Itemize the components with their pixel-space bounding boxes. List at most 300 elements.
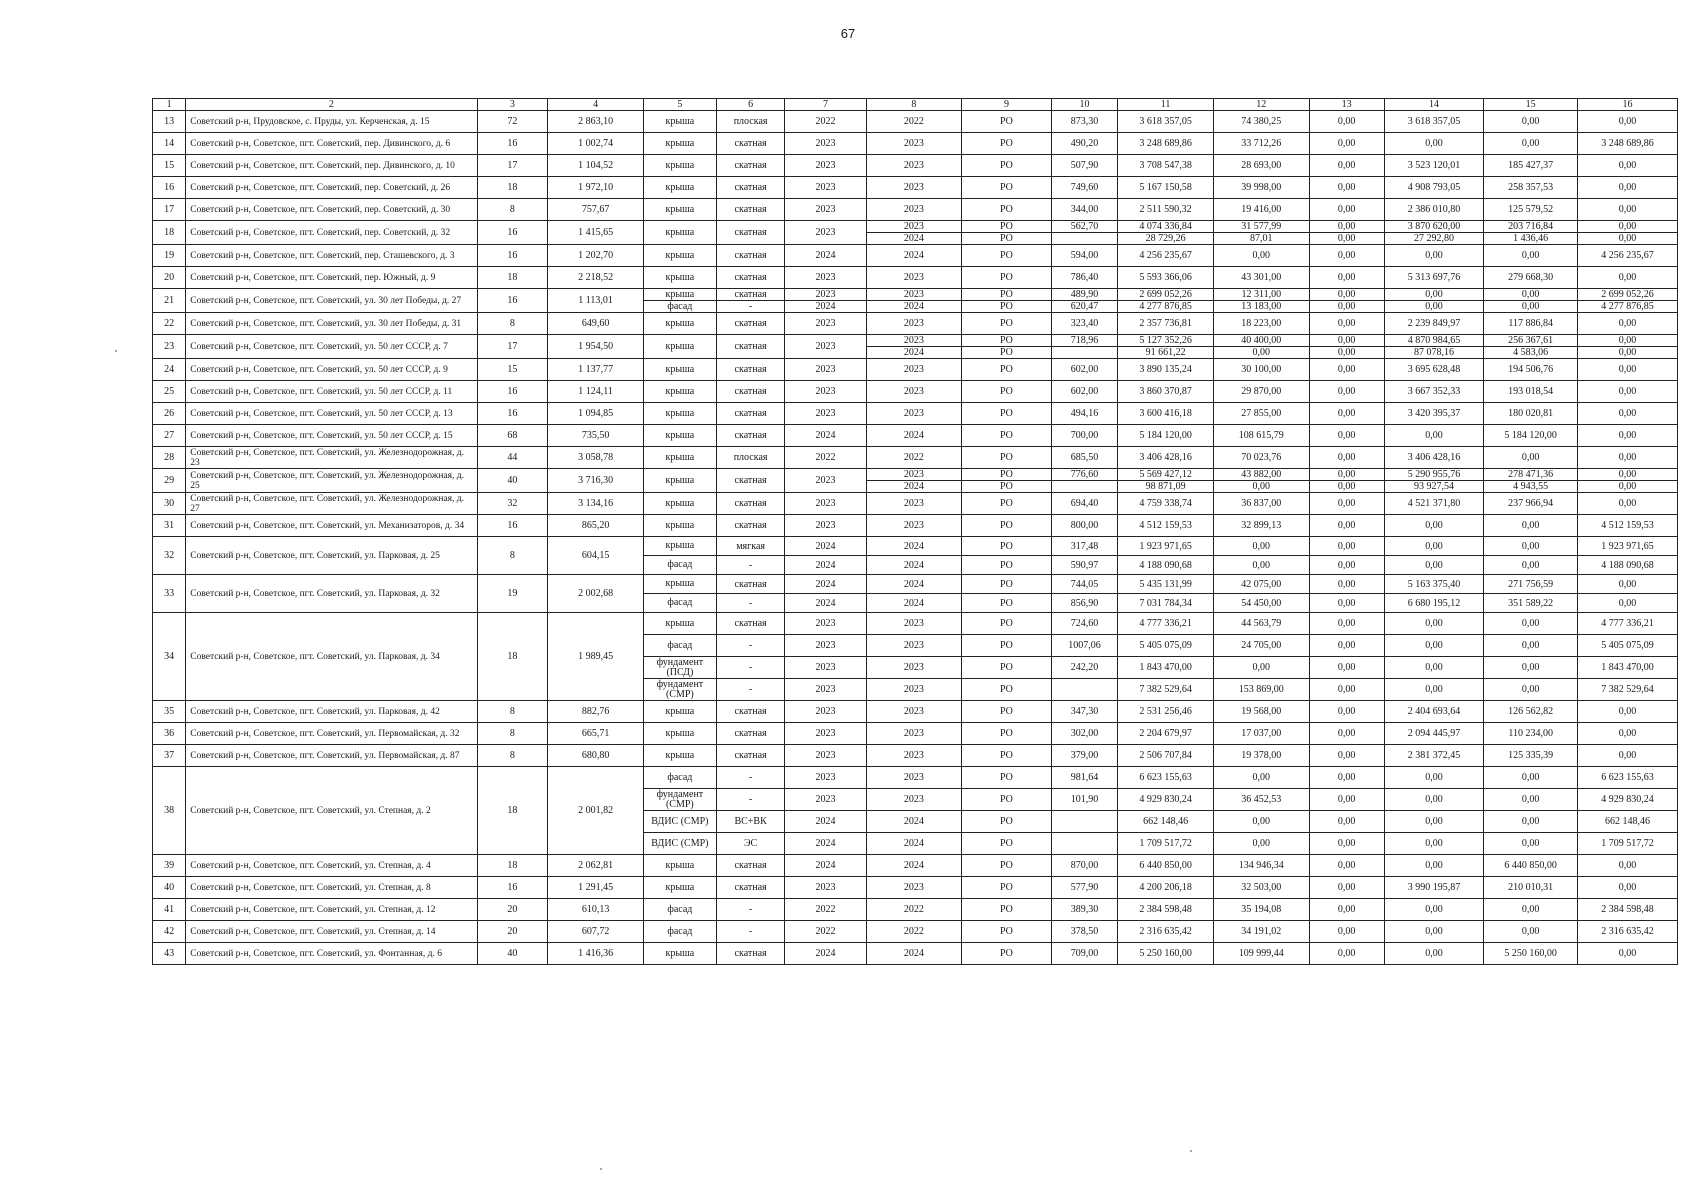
value-cell: РО (962, 347, 1051, 359)
value-cell: 27 855,00 (1213, 403, 1309, 425)
work-cell: 2023 (785, 221, 866, 245)
value-cell: 0,00 (1213, 811, 1309, 833)
work-cell: плоская (716, 447, 785, 469)
column-header: 12 (1213, 99, 1309, 111)
value-cell: 0,00 (1484, 811, 1578, 833)
row-number: 30 (153, 493, 186, 515)
value-cell: 0,00 (1484, 111, 1578, 133)
work-cell: фасад (643, 767, 716, 789)
value-cell: 4 908 793,05 (1384, 177, 1484, 199)
value-cell: РО (962, 447, 1051, 469)
work-cell: скатная (716, 943, 785, 965)
col3-cell: 8 (477, 537, 548, 575)
value-cell: 91 661,22 (1118, 347, 1214, 359)
value-cell: 2023 (785, 657, 866, 679)
work-cell: фундамент (СМР) (643, 789, 716, 811)
value-cell: 2024 (785, 594, 866, 613)
row-number: 27 (153, 425, 186, 447)
value-cell: 2023 (785, 177, 866, 199)
value-cell: 3 890 135,24 (1118, 359, 1214, 381)
value-cell: 2023 (785, 313, 866, 335)
value-cell: 0,00 (1309, 745, 1384, 767)
value-cell: 2 531 256,46 (1118, 701, 1214, 723)
value-cell: 2024 (785, 811, 866, 833)
value-cell: 317,48 (1051, 537, 1118, 556)
value-cell: 2024 (785, 556, 866, 575)
address-cell: Советский р-н, Советское, пгт. Советский, ул. Степная, д. 12 (186, 899, 477, 921)
value-cell: 3 523 120,01 (1384, 155, 1484, 177)
address-cell: Советский р-н, Советское, пгт. Советский, ул. Степная, д. 14 (186, 921, 477, 943)
address-cell: Советский р-н, Советское, пгт. Советский, ул. Степная, д. 8 (186, 877, 477, 899)
value-cell: 0,00 (1384, 767, 1484, 789)
value-cell: 0,00 (1309, 594, 1384, 613)
value-cell: 35 194,08 (1213, 899, 1309, 921)
value-cell: 1 843 470,00 (1118, 657, 1214, 679)
col3-cell: 20 (477, 899, 548, 921)
table-row (153, 493, 1678, 515)
column-header: 15 (1484, 99, 1578, 111)
area-cell: 865,20 (548, 515, 644, 537)
value-cell: РО (962, 133, 1051, 155)
value-cell: 271 756,59 (1484, 575, 1578, 594)
value-cell: 125 579,52 (1484, 199, 1578, 221)
value-cell: 2024 (866, 594, 962, 613)
value-cell: РО (962, 575, 1051, 594)
value-cell: 2024 (866, 301, 962, 313)
work-cell: фасад (643, 594, 716, 613)
table-row (153, 359, 1678, 381)
work-cell: скатная (716, 701, 785, 723)
value-cell: 0,00 (1309, 537, 1384, 556)
value-cell: 0,00 (1384, 289, 1484, 301)
address-cell: Советский р-н, Советское, пгт. Советский, пер. Дивинского, д. 6 (186, 133, 477, 155)
value-cell: 0,00 (1309, 155, 1384, 177)
work-cell: - (716, 594, 785, 613)
value-cell: 5 593 366,06 (1118, 267, 1214, 289)
work-cell: скатная (716, 133, 785, 155)
area-cell: 2 001,82 (548, 767, 644, 855)
value-cell: 2 506 707,84 (1118, 745, 1214, 767)
column-header: 1 (153, 99, 186, 111)
value-cell: 0,00 (1309, 301, 1384, 313)
work-cell: крыша (643, 447, 716, 469)
work-cell: крыша (643, 943, 716, 965)
column-header: 11 (1118, 99, 1214, 111)
value-cell: РО (962, 745, 1051, 767)
column-header: 3 (477, 99, 548, 111)
col3-cell: 17 (477, 155, 548, 177)
value-cell: 389,30 (1051, 899, 1118, 921)
value-cell: 153 869,00 (1213, 679, 1309, 701)
value-cell: 27 292,80 (1384, 233, 1484, 245)
work-cell: крыша (643, 245, 716, 267)
value-cell: 800,00 (1051, 515, 1118, 537)
value-cell: 117 886,84 (1484, 313, 1578, 335)
row-number: 21 (153, 289, 186, 313)
value-cell: 2023 (866, 267, 962, 289)
area-cell: 1 104,52 (548, 155, 644, 177)
value-cell: 4 512 159,53 (1118, 515, 1214, 537)
value-cell: 2023 (785, 789, 866, 811)
col3-cell: 44 (477, 447, 548, 469)
work-cell: крыша (643, 177, 716, 199)
value-cell: 2 699 052,26 (1577, 289, 1677, 301)
table-row (153, 613, 1678, 635)
value-cell: 5 405 075,09 (1118, 635, 1214, 657)
value-cell: 40 400,00 (1213, 335, 1309, 347)
value-cell: 2023 (866, 313, 962, 335)
value-cell: 1 436,46 (1484, 233, 1578, 245)
work-cell: 2023 (785, 335, 866, 359)
table-row (153, 403, 1678, 425)
column-header: 13 (1309, 99, 1384, 111)
value-cell: 4 929 830,24 (1118, 789, 1214, 811)
value-cell: 0,00 (1309, 701, 1384, 723)
value-cell: 662 148,46 (1577, 811, 1677, 833)
value-cell: 108 615,79 (1213, 425, 1309, 447)
value-cell: РО (962, 515, 1051, 537)
value-cell: 724,60 (1051, 613, 1118, 635)
value-cell: 2023 (866, 515, 962, 537)
col3-cell: 20 (477, 921, 548, 943)
row-number: 14 (153, 133, 186, 155)
value-cell: 0,00 (1484, 133, 1578, 155)
work-cell: - (716, 767, 785, 789)
value-cell: 856,90 (1051, 594, 1118, 613)
value-cell: 981,64 (1051, 767, 1118, 789)
value-cell: 17 037,00 (1213, 723, 1309, 745)
value-cell: 3 600 416,18 (1118, 403, 1214, 425)
value-cell: 6 623 155,63 (1577, 767, 1677, 789)
value-cell: 0,00 (1484, 635, 1578, 657)
value-cell: 0,00 (1384, 537, 1484, 556)
value-cell (1051, 833, 1118, 855)
row-number: 40 (153, 877, 186, 899)
work-cell: скатная (716, 199, 785, 221)
value-cell: 4 074 336,84 (1118, 221, 1214, 233)
address-cell: Советский р-н, Советское, пгт. Советский, ул. Механизаторов, д. 34 (186, 515, 477, 537)
value-cell: 101,90 (1051, 789, 1118, 811)
value-cell: 744,05 (1051, 575, 1118, 594)
value-cell: 0,00 (1384, 133, 1484, 155)
value-cell: 39 998,00 (1213, 177, 1309, 199)
row-number: 36 (153, 723, 186, 745)
value-cell: 594,00 (1051, 245, 1118, 267)
value-cell: 2 511 590,32 (1118, 199, 1214, 221)
column-header: 8 (866, 99, 962, 111)
value-cell: 2023 (785, 635, 866, 657)
column-header: 9 (962, 99, 1051, 111)
value-cell: 87 078,16 (1384, 347, 1484, 359)
work-cell: крыша (643, 335, 716, 359)
value-cell: 2023 (866, 613, 962, 635)
value-cell: 0,00 (1309, 133, 1384, 155)
value-cell: 2024 (866, 425, 962, 447)
address-cell: Советский р-н, Советское, пгт. Советский, пер. Советский, д. 26 (186, 177, 477, 199)
value-cell: 2023 (785, 723, 866, 745)
value-cell: 180 020,81 (1484, 403, 1578, 425)
area-cell: 1 202,70 (548, 245, 644, 267)
value-cell: 0,00 (1384, 899, 1484, 921)
value-cell: 98 871,09 (1118, 481, 1214, 493)
value-cell: 0,00 (1384, 635, 1484, 657)
value-cell: 0,00 (1309, 899, 1384, 921)
value-cell: 1 709 517,72 (1577, 833, 1677, 855)
value-cell: 3 708 547,38 (1118, 155, 1214, 177)
value-cell: РО (962, 899, 1051, 921)
value-cell: 2 239 849,97 (1384, 313, 1484, 335)
work-cell: крыша (643, 403, 716, 425)
table-row (153, 221, 1678, 233)
value-cell: 0,00 (1309, 493, 1384, 515)
row-number: 39 (153, 855, 186, 877)
area-cell: 604,15 (548, 537, 644, 575)
value-cell: 4 943,55 (1484, 481, 1578, 493)
table-row (153, 921, 1678, 943)
area-cell: 1 113,01 (548, 289, 644, 313)
value-cell: 0,00 (1213, 833, 1309, 855)
table-row (153, 313, 1678, 335)
value-cell: 5 569 427,12 (1118, 469, 1214, 481)
value-cell: 6 440 850,00 (1484, 855, 1578, 877)
value-cell: 0,00 (1577, 447, 1677, 469)
value-cell: 2023 (866, 133, 962, 155)
row-number: 29 (153, 469, 186, 493)
col3-cell: 16 (477, 877, 548, 899)
value-cell: 2023 (866, 177, 962, 199)
work-cell: крыша (643, 515, 716, 537)
value-cell: 28 729,26 (1118, 233, 1214, 245)
col3-cell: 40 (477, 469, 548, 493)
value-cell: 0,00 (1384, 556, 1484, 575)
value-cell: 278 471,36 (1484, 469, 1578, 481)
work-cell: - (716, 657, 785, 679)
value-cell: 6 680 195,12 (1384, 594, 1484, 613)
table-row (153, 767, 1678, 789)
value-cell: 0,00 (1309, 111, 1384, 133)
value-cell: РО (962, 245, 1051, 267)
value-cell: РО (962, 111, 1051, 133)
area-cell: 2 002,68 (548, 575, 644, 613)
value-cell: 0,00 (1577, 381, 1677, 403)
address-cell: Советский р-н, Советское, пгт. Советский, ул. 50 лет СССР, д. 7 (186, 335, 477, 359)
value-cell: 29 870,00 (1213, 381, 1309, 403)
work-cell: ВДИС (СМР) (643, 833, 716, 855)
table-row (153, 701, 1678, 723)
value-cell: 2 357 736,81 (1118, 313, 1214, 335)
value-cell: 4 870 984,65 (1384, 335, 1484, 347)
value-cell: 0,00 (1484, 899, 1578, 921)
value-cell: 2023 (866, 381, 962, 403)
value-cell: РО (962, 657, 1051, 679)
value-cell: 0,00 (1577, 335, 1677, 347)
area-cell: 649,60 (548, 313, 644, 335)
address-cell: Советский р-н, Советское, пгт. Советский, ул. Железнодорожная, д. 23 (186, 447, 477, 469)
value-cell: 5 405 075,09 (1577, 635, 1677, 657)
value-cell: 489,90 (1051, 289, 1118, 301)
col3-cell: 72 (477, 111, 548, 133)
value-cell: 4 759 338,74 (1118, 493, 1214, 515)
value-cell: 0,00 (1309, 425, 1384, 447)
address-cell: Советский р-н, Советское, пгт. Советский, ул. Степная, д. 2 (186, 767, 477, 855)
address-cell: Советский р-н, Советское, пгт. Советский, пер. Советский, д. 32 (186, 221, 477, 245)
value-cell: 3 870 620,00 (1384, 221, 1484, 233)
work-cell: фасад (643, 635, 716, 657)
value-cell: 590,97 (1051, 556, 1118, 575)
work-cell: плоская (716, 111, 785, 133)
value-cell: 0,00 (1577, 493, 1677, 515)
value-cell: 203 716,84 (1484, 221, 1578, 233)
value-cell: РО (962, 267, 1051, 289)
area-cell: 757,67 (548, 199, 644, 221)
value-cell: 2 699 052,26 (1118, 289, 1214, 301)
col3-cell: 19 (477, 575, 548, 613)
value-cell: 7 031 784,34 (1118, 594, 1214, 613)
value-cell: 718,96 (1051, 335, 1118, 347)
work-cell: скатная (716, 613, 785, 635)
value-cell: 19 568,00 (1213, 701, 1309, 723)
value-cell: 6 623 155,63 (1118, 767, 1214, 789)
col3-cell: 8 (477, 199, 548, 221)
value-cell: РО (962, 481, 1051, 493)
value-cell: 0,00 (1577, 199, 1677, 221)
value-cell: 13 183,00 (1213, 301, 1309, 313)
work-cell: крыша (643, 221, 716, 245)
value-cell: 5 184 120,00 (1484, 425, 1578, 447)
table-row (153, 289, 1678, 301)
value-cell: РО (962, 921, 1051, 943)
row-number: 38 (153, 767, 186, 855)
address-cell: Советский р-н, Советское, пгт. Советский, пер. Сташевского, д. 3 (186, 245, 477, 267)
area-cell: 3 716,30 (548, 469, 644, 493)
capital-repair-register-table (152, 98, 1678, 965)
value-cell: 0,00 (1577, 177, 1677, 199)
value-cell: 0,00 (1577, 267, 1677, 289)
value-cell: 0,00 (1577, 359, 1677, 381)
column-header: 6 (716, 99, 785, 111)
address-cell: Советский р-н, Советское, пгт. Советский, ул. Парковая, д. 42 (186, 701, 477, 723)
value-cell: РО (962, 335, 1051, 347)
work-cell: скатная (716, 515, 785, 537)
value-cell: 0,00 (1309, 921, 1384, 943)
value-cell: 507,90 (1051, 155, 1118, 177)
value-cell: 2023 (785, 381, 866, 403)
value-cell: РО (962, 403, 1051, 425)
area-cell: 1 989,45 (548, 613, 644, 701)
work-cell: фасад (643, 301, 716, 313)
value-cell: 0,00 (1577, 877, 1677, 899)
value-cell: 2023 (785, 403, 866, 425)
table-row (153, 723, 1678, 745)
value-cell: 0,00 (1577, 347, 1677, 359)
value-cell: РО (962, 537, 1051, 556)
value-cell: РО (962, 635, 1051, 657)
col3-cell: 68 (477, 425, 548, 447)
value-cell: 0,00 (1484, 833, 1578, 855)
value-cell: РО (962, 723, 1051, 745)
work-cell: крыша (643, 359, 716, 381)
value-cell: 0,00 (1577, 594, 1677, 613)
value-cell: 36 452,53 (1213, 789, 1309, 811)
value-cell: 2 094 445,97 (1384, 723, 1484, 745)
value-cell: 2024 (866, 537, 962, 556)
table-row (153, 335, 1678, 347)
value-cell: 110 234,00 (1484, 723, 1578, 745)
value-cell: 0,00 (1384, 425, 1484, 447)
value-cell: 2 384 598,48 (1118, 899, 1214, 921)
value-cell: 0,00 (1309, 403, 1384, 425)
value-cell: РО (962, 359, 1051, 381)
col3-cell: 16 (477, 221, 548, 245)
col3-cell: 8 (477, 701, 548, 723)
table-row (153, 537, 1678, 556)
row-number: 24 (153, 359, 186, 381)
address-cell: Советский р-н, Советское, пгт. Советский, ул. Железнодорожная, д. 27 (186, 493, 477, 515)
value-cell: 4 777 336,21 (1118, 613, 1214, 635)
value-cell: 0,00 (1577, 481, 1677, 493)
value-cell: 34 191,02 (1213, 921, 1309, 943)
value-cell: 74 380,25 (1213, 111, 1309, 133)
value-cell: 0,00 (1309, 723, 1384, 745)
work-cell: - (716, 679, 785, 701)
table-row (153, 943, 1678, 965)
value-cell: 749,60 (1051, 177, 1118, 199)
value-cell: 0,00 (1309, 575, 1384, 594)
value-cell: 279 668,30 (1484, 267, 1578, 289)
work-cell: крыша (643, 313, 716, 335)
value-cell: 32 899,13 (1213, 515, 1309, 537)
value-cell: 0,00 (1484, 767, 1578, 789)
value-cell: 3 406 428,16 (1384, 447, 1484, 469)
value-cell: 5 167 150,58 (1118, 177, 1214, 199)
work-cell: крыша (643, 133, 716, 155)
value-cell: 873,30 (1051, 111, 1118, 133)
area-cell: 882,76 (548, 701, 644, 723)
value-cell: 2 316 635,42 (1577, 921, 1677, 943)
value-cell: РО (962, 594, 1051, 613)
value-cell: 0,00 (1577, 111, 1677, 133)
row-number: 37 (153, 745, 186, 767)
col3-cell: 18 (477, 855, 548, 877)
column-header: 14 (1384, 99, 1484, 111)
value-cell: 0,00 (1484, 245, 1578, 267)
value-cell: 258 357,53 (1484, 177, 1578, 199)
value-cell: 0,00 (1384, 811, 1484, 833)
col3-cell: 32 (477, 493, 548, 515)
value-cell: 5 250 160,00 (1484, 943, 1578, 965)
work-cell: крыша (643, 289, 716, 301)
value-cell: 4 512 159,53 (1577, 515, 1677, 537)
value-cell: 0,00 (1484, 515, 1578, 537)
column-number-row (153, 99, 1678, 111)
value-cell: 19 378,00 (1213, 745, 1309, 767)
work-cell: скатная (716, 335, 785, 359)
value-cell: 0,00 (1577, 745, 1677, 767)
row-number: 41 (153, 899, 186, 921)
value-cell: 2023 (866, 679, 962, 701)
value-cell: 0,00 (1309, 267, 1384, 289)
value-cell: 0,00 (1213, 556, 1309, 575)
work-cell: крыша (643, 381, 716, 403)
work-cell: скатная (716, 245, 785, 267)
value-cell: 0,00 (1309, 481, 1384, 493)
value-cell (1051, 811, 1118, 833)
col3-cell: 8 (477, 313, 548, 335)
value-cell: 0,00 (1484, 613, 1578, 635)
value-cell: 0,00 (1577, 403, 1677, 425)
col3-cell: 18 (477, 613, 548, 701)
value-cell: 302,00 (1051, 723, 1118, 745)
